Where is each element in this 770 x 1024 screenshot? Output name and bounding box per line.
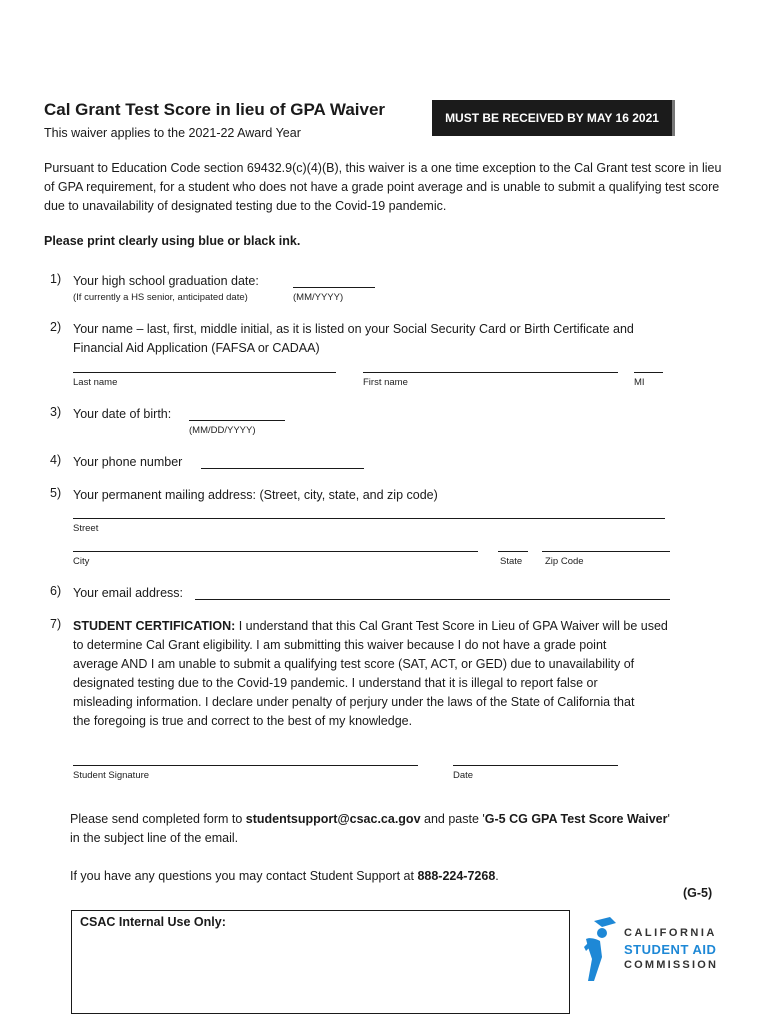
- q1-note: (If currently a HS senior, anticipated date): [73, 292, 248, 303]
- logo-line2: STUDENT AID: [624, 942, 717, 957]
- contact-prefix: If you have any questions you may contact Student Support at: [70, 869, 418, 883]
- last-name-field[interactable]: [73, 372, 336, 373]
- send-instructions: [70, 810, 670, 829]
- support-email-link[interactable]: studentsupport@csac.ca.gov: [245, 812, 421, 826]
- q1-label: Your high school graduation date:: [73, 274, 259, 288]
- zip-code-field[interactable]: [542, 551, 670, 552]
- q4-number: 4): [50, 453, 62, 467]
- q2-label-line2: Financial Aid Application (FAFSA or CADAA): [73, 341, 320, 355]
- form-title: Cal Grant Test Score in lieu of GPA Waiver: [44, 100, 386, 119]
- certification-line1: [73, 617, 668, 636]
- q5-label: Your permanent mailing address: (Street, city, state, and zip code): [73, 488, 438, 502]
- certification-text-1: I understand that this Cal Grant Test Score in Lieu of GPA Waiver will be used: [235, 619, 668, 633]
- signature-date-field[interactable]: [453, 765, 618, 766]
- send-prefix: Please send completed form to: [70, 812, 246, 826]
- street-field[interactable]: [73, 518, 665, 519]
- send-middle: and paste ': [420, 812, 485, 826]
- zip-caption: Zip Code: [545, 556, 584, 567]
- q1-number: 1): [50, 272, 62, 286]
- state-field[interactable]: [498, 551, 528, 552]
- certification-line2: to determine Cal Grant eligibility. I am submitting this waiver because I do not have a grade point: [73, 638, 607, 652]
- q3-number: 3): [50, 405, 62, 419]
- city-caption: City: [73, 556, 90, 567]
- certification-heading: STUDENT CERTIFICATION:: [73, 619, 236, 633]
- q6-number: 6): [50, 584, 62, 598]
- email-subject: G-5 CG GPA Test Score Waiver: [484, 812, 668, 826]
- q6-label: Your email address:: [73, 586, 184, 600]
- last-name-caption: Last name: [73, 377, 118, 388]
- q2-label-line1: Your name – last, first, middle initial, as it is listed on your Social Security Card or Birth Certificate and: [73, 322, 634, 336]
- q2-number: 2): [50, 320, 62, 334]
- csac-logo: [580, 915, 730, 985]
- certification-line5: misleading information. I declare under penalty of perjury under the laws of the State of California that: [73, 695, 635, 709]
- street-caption: Street: [73, 523, 99, 534]
- internal-use-label: CSAC Internal Use Only:: [80, 915, 226, 929]
- city-field[interactable]: [73, 551, 478, 552]
- intro-paragraph: Pursuant to Education Code section 69432.9(c)(4)(B), this waiver is a one time exception to the Cal Grant test score in lieu of GPA requirement, for a student who does not have a grade point average and is unable to submit a qualifying test score due to unavailability of designated testing due to the Covid-19 pandemic.: [44, 161, 722, 213]
- certification-line4: designated testing due to the Covid-19 pandemic. I understand that it is illegal to report false or: [73, 676, 598, 690]
- email-field[interactable]: [195, 599, 670, 600]
- first-name-field[interactable]: [363, 372, 618, 373]
- q3-format: (MM/DD/YYYY): [189, 425, 256, 436]
- deadline-banner: MUST BE RECEIVED BY MAY 16 2021: [432, 100, 675, 136]
- form-code: (G-5): [683, 886, 713, 900]
- logo-line3: COMMISSION: [624, 959, 719, 971]
- birth-date-field[interactable]: [189, 420, 285, 421]
- q3-label: Your date of birth:: [73, 407, 172, 421]
- graduation-date-field[interactable]: [293, 287, 375, 288]
- certification-line6: the foregoing is true and correct to the best of my knowledge.: [73, 714, 413, 728]
- internal-use-box: [71, 910, 570, 1014]
- middle-initial-field[interactable]: [634, 372, 663, 373]
- date-caption: Date: [453, 770, 474, 781]
- send-instructions-line2: in the subject line of the email.: [70, 831, 239, 845]
- graduate-figure-icon: [580, 917, 620, 983]
- ink-instruction: Please print clearly using blue or black ink.: [44, 234, 301, 248]
- contact-line: [70, 867, 499, 886]
- phone-number-field[interactable]: [201, 468, 364, 469]
- contact-suffix: .: [495, 869, 499, 883]
- first-name-caption: First name: [363, 377, 408, 388]
- q1-format: (MM/YYYY): [293, 292, 344, 303]
- mi-caption: MI: [634, 377, 645, 388]
- q4-label: Your phone number: [73, 455, 183, 469]
- support-phone: 888-224-7268: [417, 869, 496, 883]
- send-suffix: ': [667, 812, 670, 826]
- logo-line1: CALIFORNIA: [624, 927, 717, 939]
- state-caption: State: [500, 556, 523, 567]
- signature-caption: Student Signature: [73, 770, 150, 781]
- signature-field[interactable]: [73, 765, 418, 766]
- certification-line3: average AND I am unable to submit a qualifying test score (SAT, ACT, or GED) due to unavailability of: [73, 657, 635, 671]
- q7-number: 7): [50, 617, 62, 631]
- q5-number: 5): [50, 486, 62, 500]
- form-subtitle: This waiver applies to the 2021-22 Award Year: [44, 126, 301, 140]
